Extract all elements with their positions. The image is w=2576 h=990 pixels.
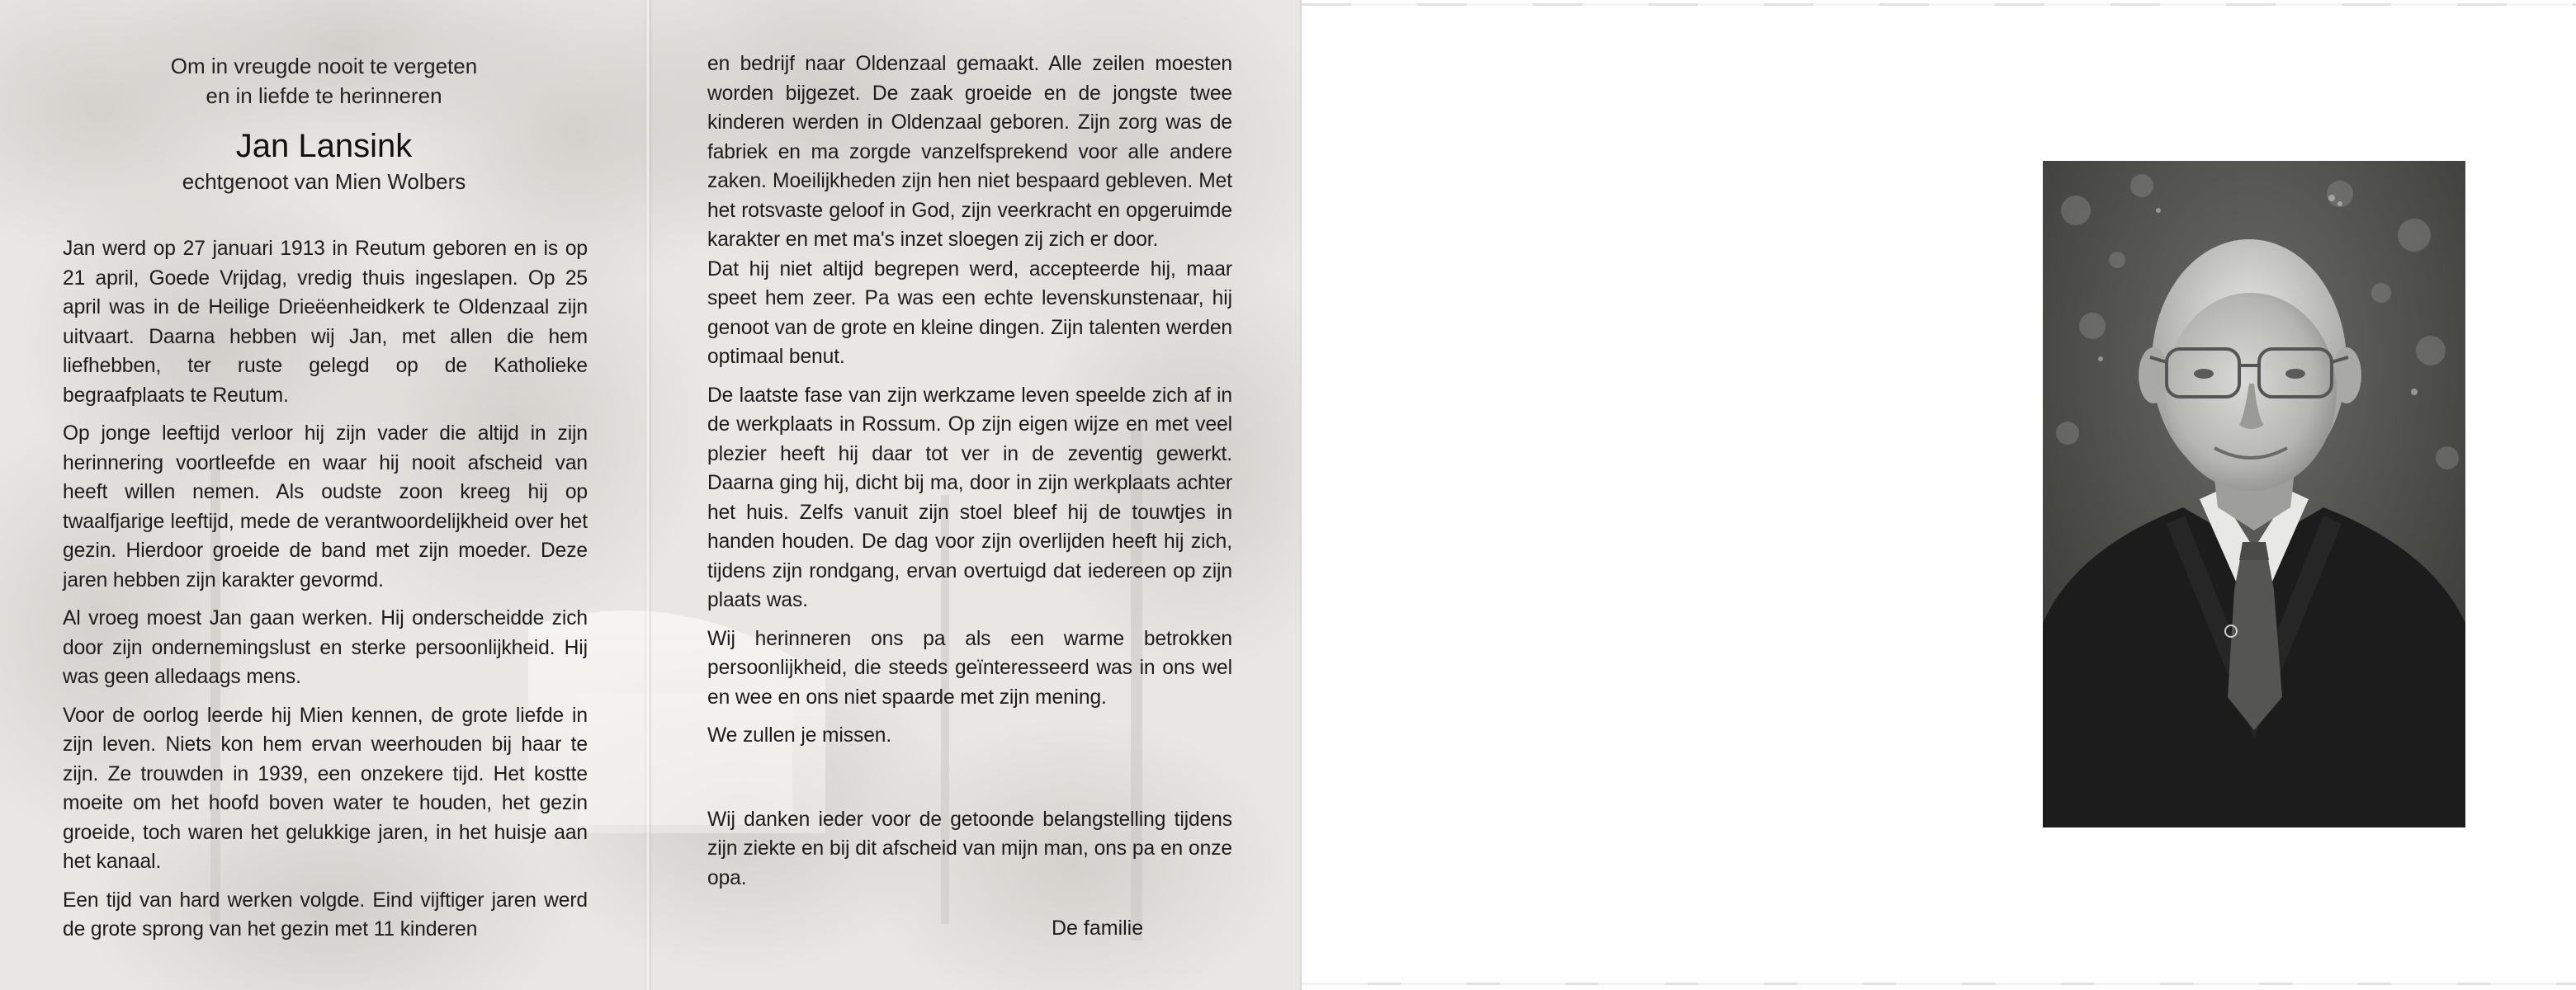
biography-right-column <box>707 50 1232 902</box>
paragraph-remembrance: Wij herinneren ons pa als een warme betrokken persoonlijkheid, die steeds geïnteresseerd was in ons wel en wee en ons niet spaarde met zijn mening. <box>707 627 1232 709</box>
header-line-1: Om in vreugde nooit te vergeten <box>170 54 478 78</box>
portrait-illustration <box>2043 161 2465 827</box>
deceased-name: Jan Lansink <box>235 128 413 164</box>
paragraph-marriage: Voor de oorlog leerde hij Mien kennen, de grote liefde in zijn leven. Niets kon hem ervan weerhouden bij haar te zijn. Ze trouwden in 1939, een onzekere tijd. Het kostte moeite om het hoofd boven water te houden, het gezin groeide, toch waren het gelukkige jaren, in het huisje aan het kanaal. <box>63 704 588 873</box>
memorial-header <box>0 51 648 196</box>
paragraph-thanks: Wij danken ieder voor de getoonde belangstelling tijdens zijn ziekte en bij dit afscheid van mijn man, ons pa en onze opa. <box>707 808 1232 889</box>
card-top-edge <box>1302 3 2576 6</box>
paragraph-youth: Op jonge leeftijd verloor hij zijn vader die altijd in zijn herinnering voortleefde en waar hij nooit afscheid van heeft willen nemen. Als oudste zoon kreeg hij op twaalfjarige leeftijd, mede de verantwoordelijkheid over het gezin. Hierdoor groeide de band met zijn moeder. Deze jaren hebben zijn karakter gevormd. <box>63 422 588 592</box>
family-signature: De familie <box>1052 917 1144 940</box>
paragraph-rossum: De laatste fase van zijn werkzame leven speelde zich af in de werkplaats in Rossum. Op zijn eigen wijze en met veel plezier heeft hij daar tot ver in de zeventig gewerkt. Daarna ging hij, dicht bij ma, door in zijn werkplaats achter het huis. Zelfs vanuit zijn stoel bleef hij de touwtjes in handen houden. De dag voor zijn overlijden heeft hij zich, tijdens zijn rondgang, ervan overtuigd dat iedereen op zijn plaats was. <box>707 384 1232 611</box>
card-bottom-edge <box>1302 983 2576 985</box>
spouse-line: echtgenoot van Mien Wolbers <box>182 169 466 194</box>
memorial-card-photo-side <box>1300 0 2576 990</box>
header-line-2: en in liefde te herinneren <box>206 83 442 108</box>
paragraph-birth-death: Jan werd op 27 januari 1913 in Reutum geboren en is op 21 april, Goede Vrijdag, vredig thuis ingeslapen. Op 25 april was in de Heilige Drieëenheidkerk te Oldenzaal zijn uitvaart. Daarna hebben wij Jan, met allen die hem liefhebben, ter ruste gelegd op de Katholieke begraafplaats te Reutum. <box>63 238 588 407</box>
paragraph-hard-work: Een tijd van hard werken volgde. Eind vijftiger jaren werd de grote sprong van het gezin met 11 kinderen <box>63 889 588 940</box>
portrait-photo <box>2043 161 2465 827</box>
biography-left-column <box>63 234 588 954</box>
paragraph-miss-you: We zullen je missen. <box>707 724 892 747</box>
paragraph-early-work: Al vroeg moest Jan gaan werken. Hij onderscheidde zich door zijn ondernemingslust en sterke persoonlijkheid. Hij was geen alledaags mens. <box>63 607 588 688</box>
paragraph-oldenzaal: en bedrijf naar Oldenzaal gemaakt. Alle zeilen moesten worden bijgezet. De zaak groeide en de jongste twee kinderen werden in Oldenzaal geboren. Zijn zorg was de fabriek en ma zorgde vanzelfsprekend voor alle andere zaken. Moeilijkheden zijn hen niet bespaard gebleven. Met het rotsvaste geloof in God, zijn veerkracht en opgeruimde karakter en met ma's inzet sloegen zij zich er door. Dat hij niet altijd begrepen werd, accepteerde hij, maar speet hem zeer. Pa was een echte levenskunstenaar, hij genoot van de grote en kleine dingen. Zijn talenten werden optimaal benut. <box>707 53 1232 368</box>
